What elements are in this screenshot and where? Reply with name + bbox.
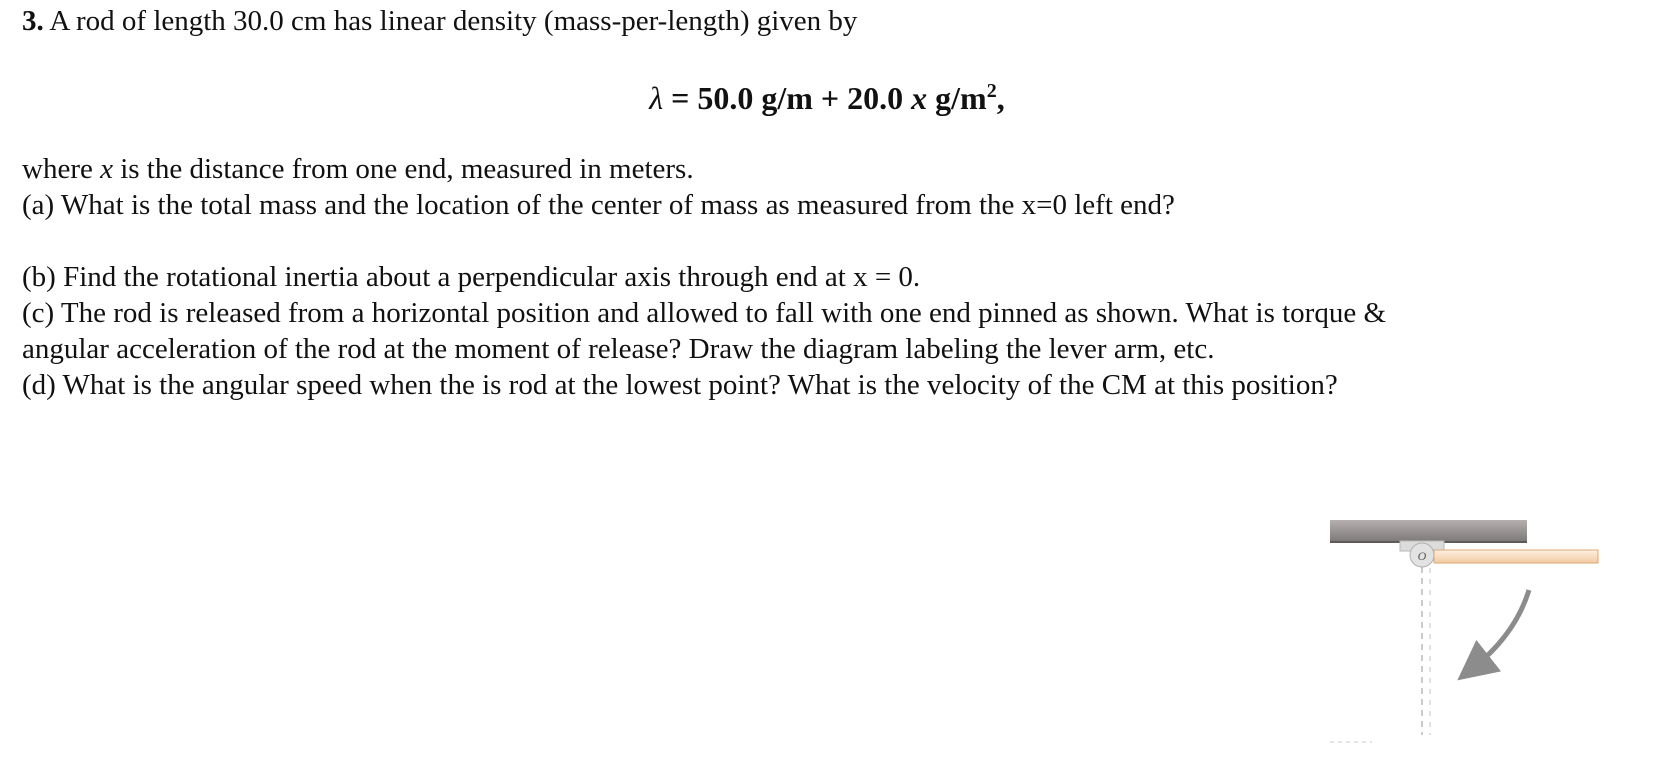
- horizontal-rod: [1434, 550, 1598, 563]
- pivot-rod-diagram: [1320, 505, 1620, 745]
- equation-unit: g/m: [927, 80, 987, 116]
- ceiling-support: [1330, 520, 1527, 542]
- problem-number: 3.: [22, 5, 44, 37]
- where-variable: x: [100, 153, 113, 185]
- part-b: (b) Find the rotational inertia about a perpendicular axis through end at x = 0.: [22, 261, 921, 293]
- equation-variable: x: [911, 80, 928, 116]
- where-post: is the distance from one end, measured in meters.: [112, 153, 694, 185]
- part-c-line-2: angular acceleration of the rod at the moment of release? Draw the diagram labeling the lever arm, etc.: [22, 333, 1215, 365]
- pivot-label: O: [1417, 549, 1427, 563]
- problem-intro-text: A rod of length 30.0 cm has linear density (mass-per-length) given by: [49, 5, 858, 37]
- problem-intro-line: [22, 4, 857, 38]
- rotation-arrow: [1473, 590, 1529, 668]
- density-equation: [0, 80, 1654, 117]
- equation-exponent: 2: [986, 80, 997, 102]
- part-d: (d) What is the angular speed when the is rod at the lowest point? What is the velocity of the CM at this position?: [22, 369, 1338, 401]
- lambda-symbol: λ: [649, 80, 664, 116]
- equation-term: 50.0 g/m + 20.0: [697, 80, 912, 116]
- part-a: (a) What is the total mass and the location of the center of mass as measured from the x=0 left end?: [22, 189, 1175, 221]
- equation-trail: ,: [996, 80, 1005, 116]
- equation-equals: =: [663, 80, 698, 116]
- part-c-line-1: (c) The rod is released from a horizontal position and allowed to fall with one end pinned as shown. What is torque &: [22, 297, 1387, 329]
- where-pre: where: [22, 153, 101, 185]
- where-line: [22, 152, 694, 186]
